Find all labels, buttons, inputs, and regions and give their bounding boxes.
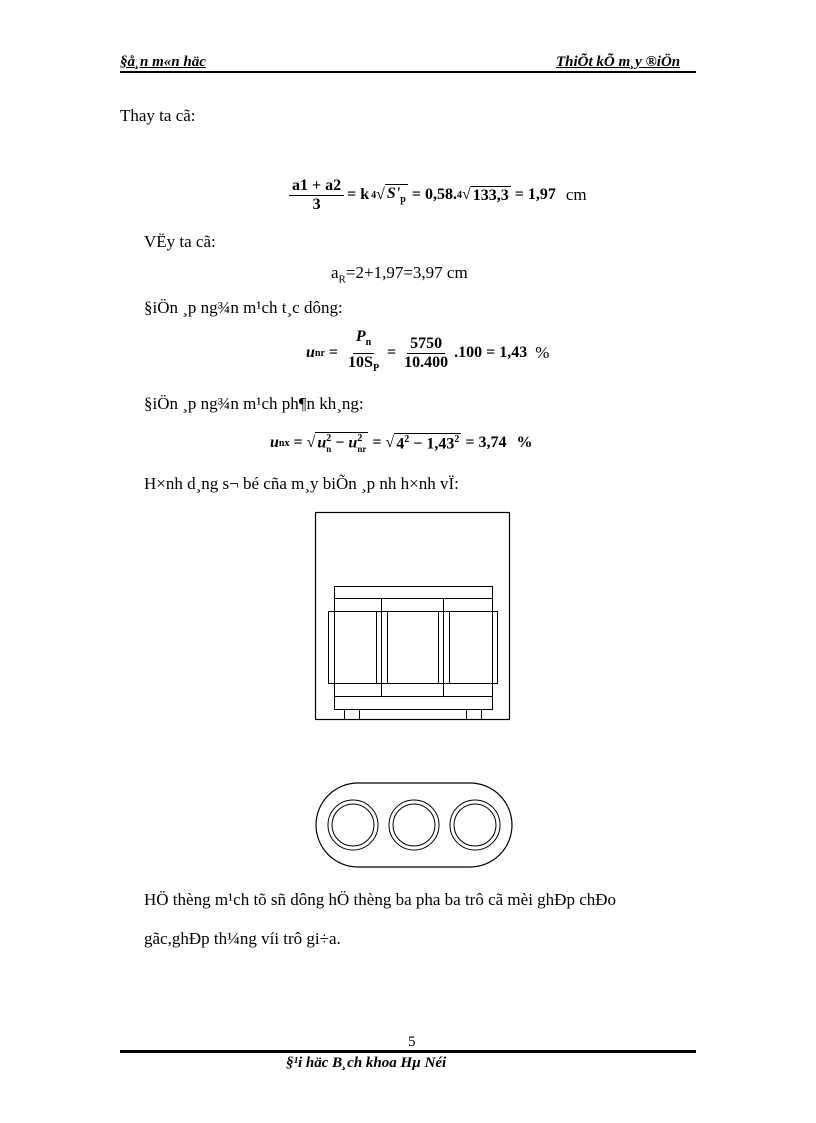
windings-outline (329, 612, 498, 684)
eq3-c-sup: 2 (404, 433, 410, 445)
radical-icon: √ (461, 186, 471, 203)
eq2-num1-text: P (355, 328, 366, 346)
therefore-text: VËy ta cã: (144, 232, 216, 251)
eq1-radicand1-sub: p (400, 194, 406, 206)
eq3-radicand-2: $4^2 - 1,43^2$ (396, 433, 460, 453)
core-outline (335, 587, 493, 710)
eq1-fraction (289, 177, 344, 214)
eq3-c: 4 (396, 435, 405, 453)
eq3-unit: % (516, 434, 533, 451)
eq3-a-sup: 2 (326, 433, 332, 445)
tank-outline (316, 513, 510, 720)
eq3-d: 1,43 (426, 435, 455, 453)
page-number: 5 (408, 1034, 416, 1050)
aR-sub: R (338, 273, 346, 286)
eq3-a: u (317, 434, 327, 452)
eq1-radicand1 (385, 184, 408, 205)
equation-active-voltage: u nr = $\frac{P_n}{10S_P}$ = $\frac{5750}{10.400}$ .100 = 1,43 % (306, 330, 549, 376)
intro-text: Thay ta cã: (120, 106, 196, 125)
equation-reactive-voltage: u nx = √ $u^2_n - u^2_{nr}$ = √ $4^2 - 1,43^2$ = 3,74 % (270, 433, 533, 454)
eq1-numerator: a1 + a2 (289, 177, 344, 196)
eq2-den1 (345, 354, 382, 378)
equation-window-width (286, 172, 587, 218)
eq3-b: u (348, 434, 358, 452)
eq1-root-index: 4 (371, 189, 377, 201)
header-rule (120, 71, 696, 73)
transformer-front-view-drawing (314, 511, 512, 723)
header-right-title: ThiÕt kÕ m¸y ®iÖn (556, 54, 681, 70)
transformer-top-view-drawing (314, 781, 514, 869)
winding-phase-a (332, 804, 374, 846)
eq3-result: = 3,74 (465, 434, 507, 451)
eq1-root-index-2: 4 (456, 189, 462, 201)
eq3-lhs: u (270, 434, 279, 451)
eq3-b-sub: nr (357, 443, 367, 454)
footer-rule (120, 1050, 696, 1053)
eq3-d-sup: 2 (454, 433, 460, 445)
eq1-denominator: 3 (312, 195, 321, 213)
eq2-num1-sub: n (365, 337, 372, 349)
eq3-a-sub: n (326, 443, 332, 454)
aR-rest: =2+1,97=3,97 cm (345, 263, 468, 282)
eq1-radicand2: 133,3 (472, 186, 509, 204)
aR-base: a (331, 263, 339, 282)
eq2-tail: .100 = 1,43 (454, 344, 528, 361)
eq2-fraction-1 (345, 328, 382, 377)
radical-icon: √ (376, 186, 385, 203)
aR-line (331, 263, 468, 285)
radical-icon: √ (306, 434, 316, 451)
shape-intro-text: H×nh d¸ng s¬ bé cña m¸y biÕn ¸p nh h×nh vÏ: (144, 474, 459, 493)
eq3-lhs-sub: nx (278, 437, 290, 449)
core-foot-left (345, 710, 360, 720)
core-foot-right (467, 710, 482, 720)
eq1-mid: = 0,58. (411, 186, 457, 203)
eq2-den1-sub: P (372, 362, 380, 374)
eq2-fraction-2 (401, 335, 451, 372)
winding-phase-c (454, 804, 496, 846)
radical-icon: √ (385, 434, 395, 451)
eq3-radicand-1: $u^2_n - u^2_{nr}$ (317, 433, 367, 454)
footer-school: §¹i häc B¸ch khoa Hµ Néi (286, 1055, 447, 1071)
eq1-result: = 1,97 (514, 186, 556, 203)
winding-phase-b (393, 804, 435, 846)
eq3-b-sup: 2 (357, 433, 363, 445)
eq1-radicand1-text: S' (386, 185, 401, 203)
active-voltage-label: §iÖn ¸p ng¾n m¹ch t¸c dông: (144, 298, 343, 317)
eq2-num2: 5750 (407, 335, 445, 354)
eq2-lhs: u (306, 344, 315, 361)
eq2-den2: 10.400 (404, 353, 449, 371)
paragraph-line-1: HÖ thèng m¹ch tõ sñ dông hÖ thèng ba pha ba trô cã mèi ghÐp chÐo (144, 890, 617, 909)
eq2-unit: % (535, 343, 550, 362)
eq1-unit: cm (565, 185, 587, 204)
eq2-den1-text: 10S (348, 353, 373, 371)
eq2-lhs-sub: nr (314, 347, 325, 359)
reactive-voltage-label: §iÖn ¸p ng¾n m¹ch ph¶n kh¸ng: (144, 394, 364, 413)
header-left-title: §å¸n m«n häc (120, 54, 206, 70)
paragraph-line-2: gãc,ghÐp th¼ng víi trô gi÷a. (144, 929, 341, 948)
eq2-num1 (353, 328, 374, 353)
eq1-rhs: = k (347, 186, 370, 203)
tank-top-outline (316, 783, 512, 867)
